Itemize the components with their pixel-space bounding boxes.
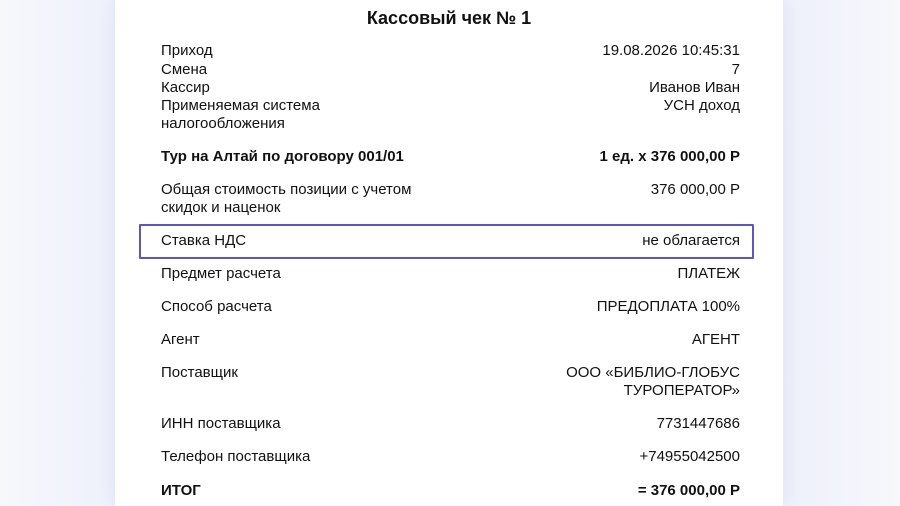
row-value: 7731447686: [656, 415, 740, 432]
row-label: скидок и наценок: [161, 199, 281, 216]
row-label: Способ расчета: [161, 298, 272, 315]
row-label: ИТОГ: [161, 482, 201, 499]
cash-receipt: [115, 0, 783, 506]
left-background-panel: [0, 0, 115, 506]
row-label: Тур на Алтай по договору 001/01: [161, 148, 404, 165]
row-label: Смена: [161, 61, 208, 78]
row-value: УСН доход: [663, 97, 740, 114]
row-label: Телефон поставщика: [161, 448, 311, 465]
row-value: Иванов Иван: [649, 79, 740, 96]
row-label: налогообложения: [161, 115, 285, 132]
row-value: = 376 000,00 Р: [637, 482, 740, 499]
row-label: Поставщик: [161, 364, 238, 381]
row-value: 19.08.2026 10:45:31: [602, 42, 740, 59]
row-value: не облагается: [642, 232, 740, 249]
row-value: 376 000,00 Р: [650, 181, 740, 198]
row-value: ТУРОПЕРАТОР»: [623, 382, 740, 399]
row-value: ПРЕДОПЛАТА 100%: [596, 298, 740, 315]
row-value: АГЕНТ: [691, 331, 740, 348]
row-value: 1 ед. х 376 000,00 Р: [599, 148, 740, 165]
row-label: ИНН поставщика: [161, 415, 281, 432]
row-label: Агент: [161, 331, 200, 348]
row-label: Ставка НДС: [161, 232, 247, 249]
row-value: ООО «БИБЛИО-ГЛОБУС: [566, 364, 740, 381]
row-label: Предмет расчета: [161, 265, 281, 282]
receipt-title: Кассовый чек № 1: [366, 8, 532, 28]
row-label: Приход: [161, 42, 213, 59]
row-value: ПЛАТЕЖ: [677, 265, 740, 282]
row-label: Применяемая система: [161, 97, 320, 114]
row-value: +74955042500: [639, 448, 740, 465]
row-label: Кассир: [161, 79, 210, 96]
row-label: Общая стоимость позиции с учетом: [161, 181, 412, 198]
right-background-panel: [783, 0, 900, 506]
row-value: 7: [731, 61, 740, 78]
